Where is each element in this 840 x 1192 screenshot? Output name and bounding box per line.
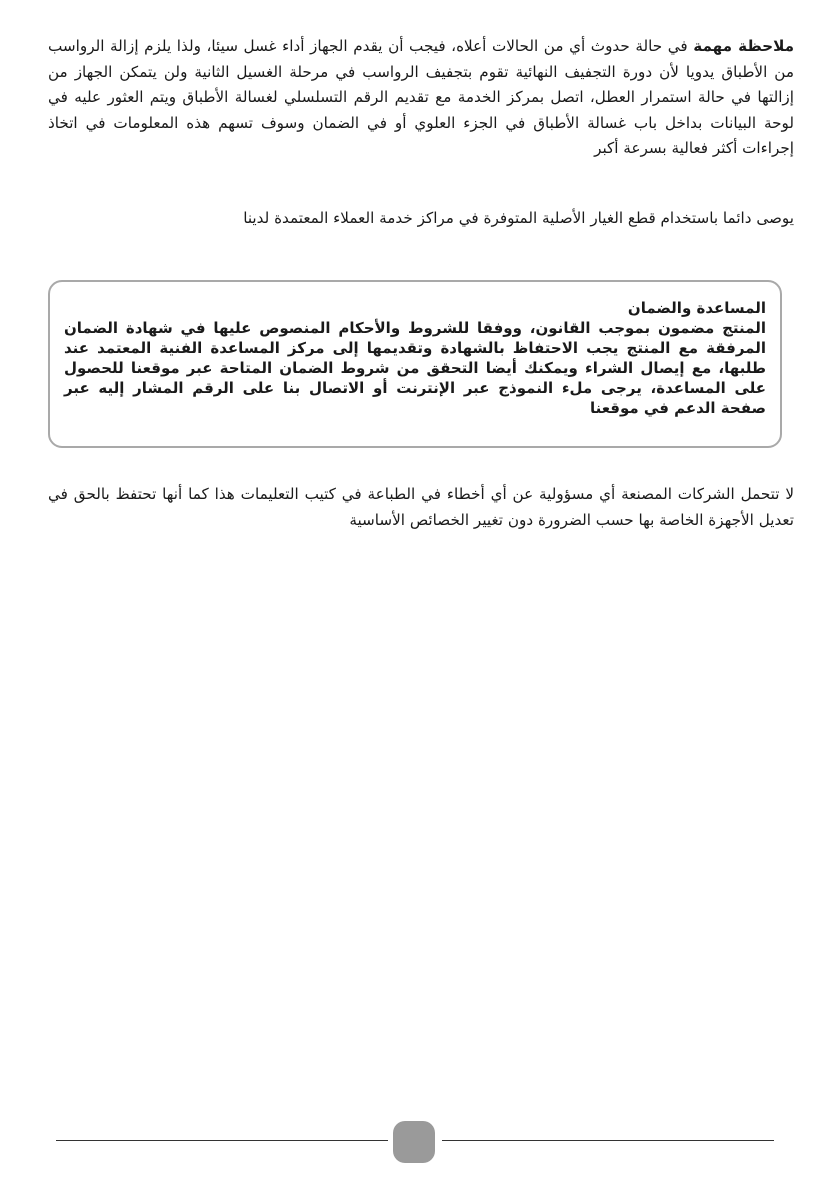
important-note-paragraph [48,34,794,162]
page-number-marker [393,1121,435,1163]
support-warranty-box [48,280,782,448]
support-warranty-title: المساعدة والضمان [627,299,766,317]
spare-parts-advice: يوصى دائما باستخدام قطع الغيار الأصلية المتوفرة في مراكز خدمة العملاء المعتمدة لدينا [243,209,794,227]
footer-rule-right [442,1140,774,1141]
important-note-text: في حالة حدوث أي من الحالات أعلاه، فيجب أن يقدم الجهاز أداء غسل سيئا، ولذا يلزم إزالة الرواسب من الأطباق يدويا لأن دورة التجفيف النهائية تقوم بتجفيف الرواسب في مرحلة الغسيل الثانية ولن يتمكن الجهاز من إزالتها في حالة استمرار العطل، اتصل بمركز الخدمة مع تقديم الرقم التسلسلي لغسالة الأطباق ويتم العثور عليه في لوحة البيانات بداخل باب غسالة الأطباق في الجزء العلوي أو في الضمان وسوف تسهم هذه المعلومات في اتخاذ إجراءات أكثر فعالية بسرعة أكبر [48,37,794,157]
printing-disclaimer: لا تتحمل الشركات المصنعة أي مسؤولية عن أي أخطاء في الطباعة في كتيب التعليمات هذا كما أنها تحتفظ بالحق في تعديل الأجهزة الخاصة بها حسب الضرورة دون تغيير الخصائص الأساسية [48,485,794,529]
footer-rule-left [56,1140,388,1141]
support-warranty-body: المنتج مضمون بموجب القانون، ووفقا للشروط والأحكام المنصوص عليها في شهادة الضمان المرفقة مع المنتج يجب الاحتفاظ بالشهادة وتقديمها إلى مركز المساعدة الفنية المعتمد عند طلبها، مع إيصال الشراء ويمكنك أيضا التحقق من شروط الضمان المتاحة عبر موقعنا للحصول على المساعدة، يرجى ملء النموذج عبر الإنترنت أو الاتصال بنا على الرقم المشار إليه عبر صفحة الدعم في موقعنا [64,319,766,417]
important-note-label: ملاحظة مهمة [693,37,795,55]
